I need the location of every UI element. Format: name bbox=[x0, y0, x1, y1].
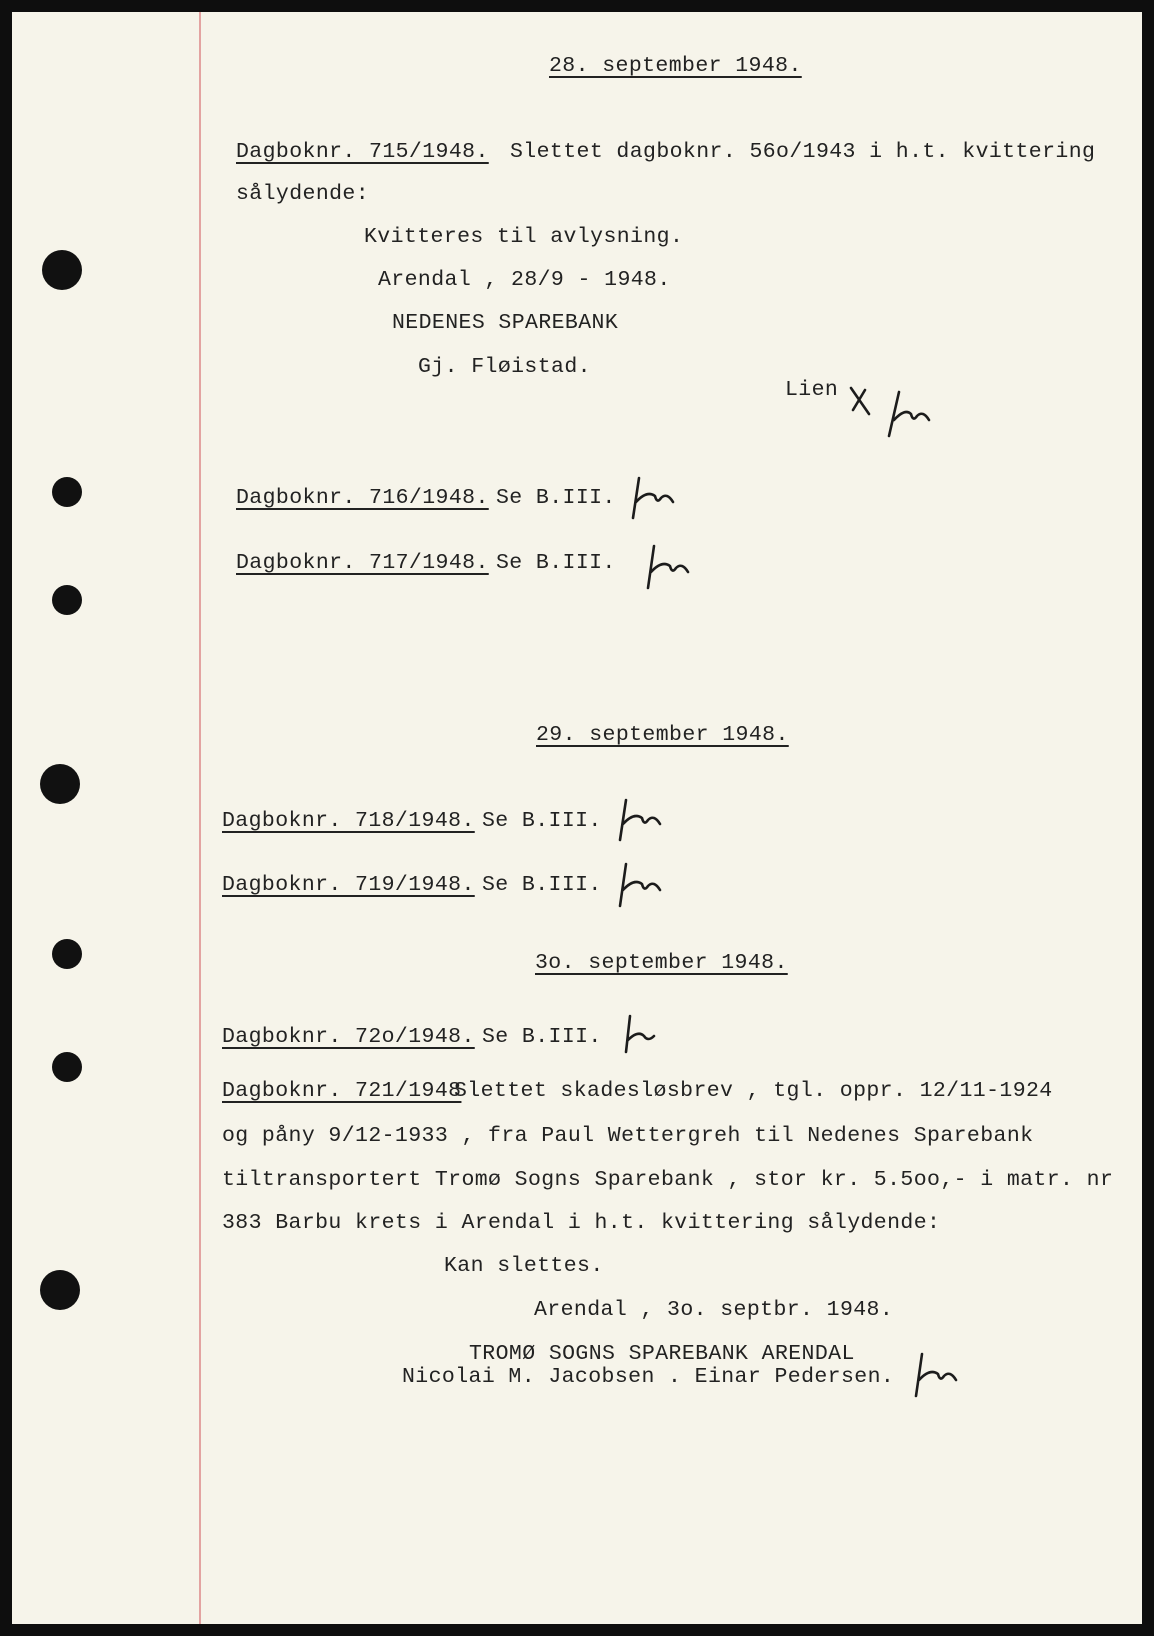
document-page bbox=[12, 12, 1142, 1624]
punch-hole bbox=[40, 764, 80, 804]
entry-text: Se B.III. bbox=[496, 486, 616, 510]
entry-text: 383 Barbu krets i Arendal i h.t. kvittering sålydende: bbox=[222, 1211, 941, 1235]
entry-ref: Dagboknr. 718/1948. bbox=[222, 809, 475, 833]
quote-line: Kan slettes. bbox=[444, 1254, 604, 1278]
entry-text: Se B.III. bbox=[482, 1025, 602, 1049]
entry-ref: Dagboknr. 715/1948. bbox=[236, 140, 489, 164]
punch-hole bbox=[52, 477, 82, 507]
entry-ref: Dagboknr. 719/1948. bbox=[222, 873, 475, 897]
quote-line: Arendal , 3o. septbr. 1948. bbox=[534, 1298, 894, 1322]
entry-text: Slettet skadesløsbrev , tgl. oppr. 12/11-1924 bbox=[454, 1079, 1053, 1103]
handwritten-initials bbox=[910, 1350, 970, 1402]
handwritten-initials bbox=[847, 370, 957, 442]
quote-line: Nicolai M. Jacobsen . Einar Pedersen. bbox=[402, 1365, 895, 1389]
handwritten-initials bbox=[614, 860, 674, 912]
punch-hole bbox=[52, 585, 82, 615]
date-heading: 3o. september 1948. bbox=[535, 951, 788, 975]
punch-hole bbox=[40, 1270, 80, 1310]
entry-text: tiltransportert Tromø Sogns Sparebank , stor kr. 5.5oo,- i matr. nr bbox=[222, 1168, 1114, 1192]
handwritten-initials bbox=[620, 1012, 670, 1058]
date-heading: 28. september 1948. bbox=[549, 54, 802, 78]
entry-ref: Dagboknr. 721/1948 bbox=[222, 1079, 462, 1103]
entry-text: sålydende: bbox=[236, 182, 370, 206]
quote-line: NEDENES SPAREBANK bbox=[392, 311, 619, 335]
punch-hole bbox=[42, 250, 82, 290]
quote-line: Arendal , 28/9 - 1948. bbox=[378, 268, 671, 292]
entry-ref: Dagboknr. 717/1948. bbox=[236, 551, 489, 575]
entry-text: og påny 9/12-1933 , fra Paul Wettergreh til Nedenes Sparebank bbox=[222, 1124, 1034, 1148]
quote-line: Kvitteres til avlysning. bbox=[364, 225, 684, 249]
margin-note: Lien bbox=[785, 378, 839, 402]
quote-line: Gj. Fløistad. bbox=[418, 355, 591, 379]
date-heading: 29. september 1948. bbox=[536, 723, 789, 747]
punch-hole bbox=[52, 1052, 82, 1082]
handwritten-initials bbox=[642, 542, 702, 594]
punch-hole bbox=[52, 939, 82, 969]
handwritten-initials bbox=[627, 474, 687, 524]
entry-text: Slettet dagboknr. 56o/1943 i h.t. kvittering bbox=[510, 140, 1096, 164]
entry-ref: Dagboknr. 716/1948. bbox=[236, 486, 489, 510]
entry-text: Se B.III. bbox=[496, 551, 616, 575]
entry-text: Se B.III. bbox=[482, 873, 602, 897]
entry-text: Se B.III. bbox=[482, 809, 602, 833]
quote-line: TROMØ SOGNS SPAREBANK ARENDAL bbox=[469, 1342, 855, 1366]
entry-ref: Dagboknr. 72o/1948. bbox=[222, 1025, 475, 1049]
margin-line bbox=[199, 12, 201, 1624]
handwritten-initials bbox=[614, 796, 674, 846]
